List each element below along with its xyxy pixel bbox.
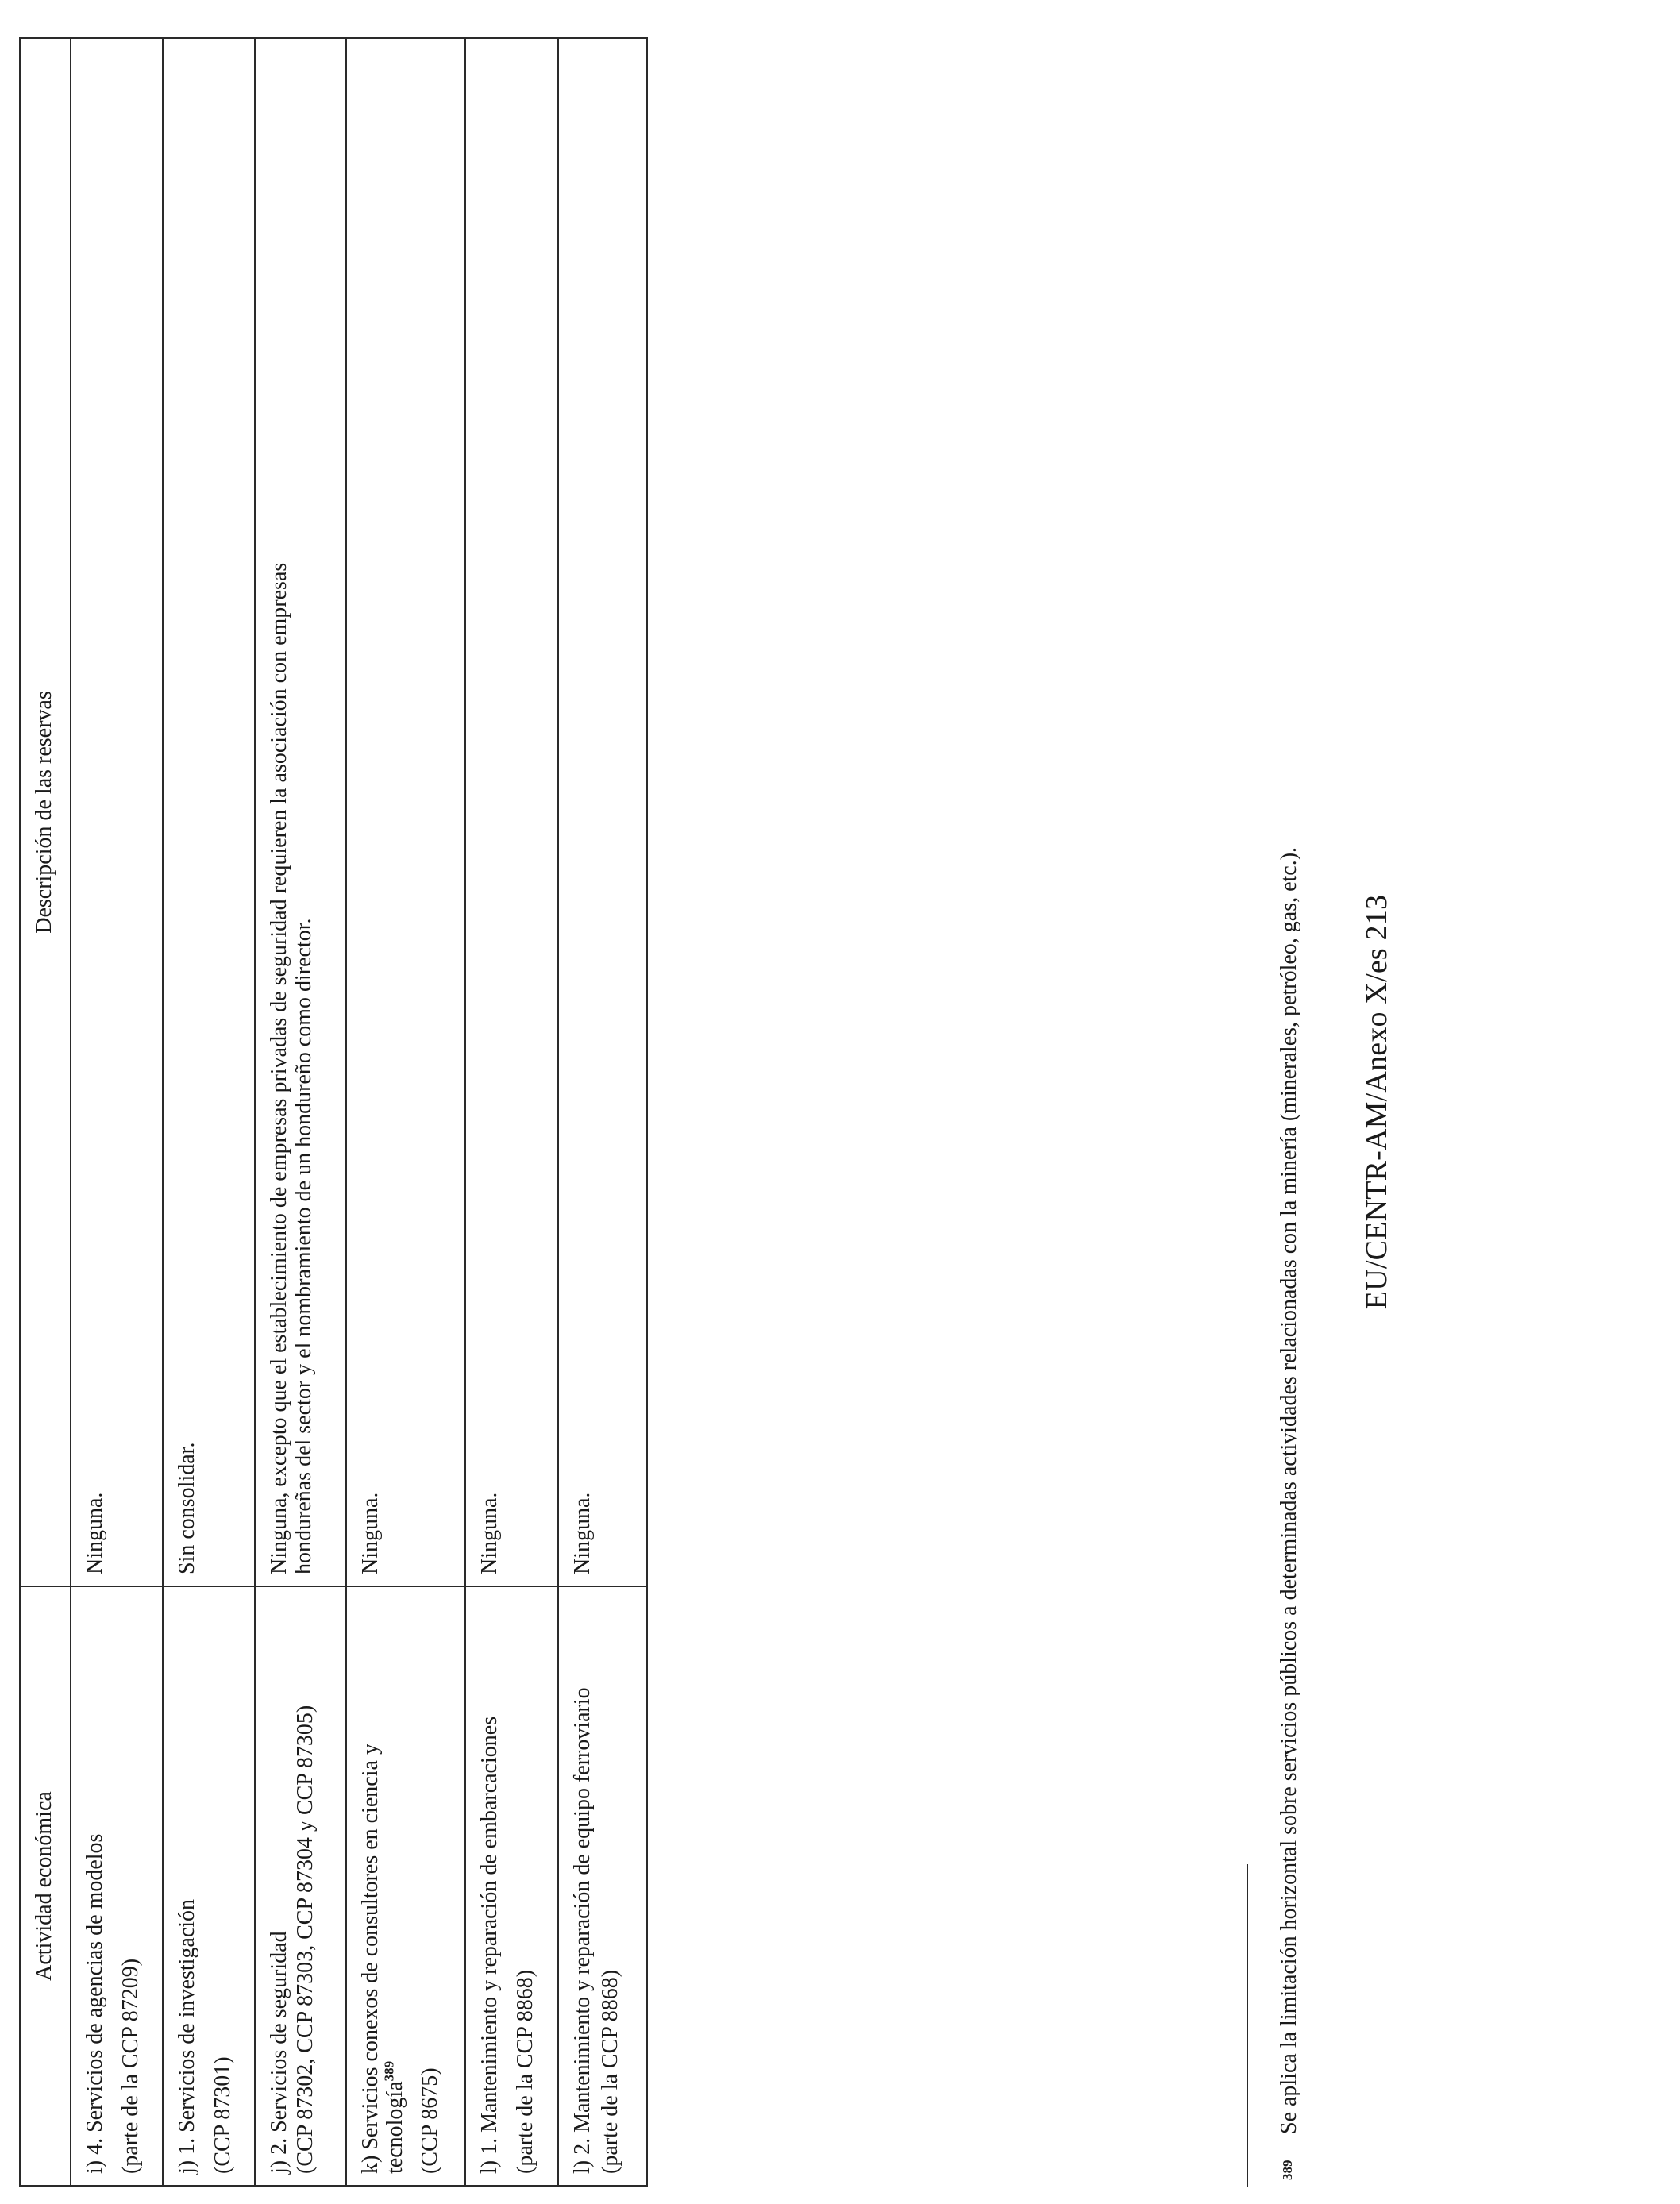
- activity-title: l) 2. Mantenimiento y reparación de equipo ferroviario: [570, 1687, 595, 2174]
- activity-title: i) 4. Servicios de agencias de modelos: [83, 1833, 107, 2174]
- table-row: [346, 38, 465, 2186]
- activity-code: (parte de la CCP 8868): [513, 1969, 538, 2174]
- activity-code: (CCP 87301): [210, 2056, 236, 2174]
- table-row: [558, 38, 647, 2186]
- table-row: [255, 38, 346, 2186]
- reservation-text: Sin consolidar.: [175, 1442, 199, 1574]
- activity-cell: [346, 1586, 465, 2186]
- page-footer: EU/CENTR-AM/Anexo X/es 213: [1360, 894, 1393, 1310]
- activity-code: (parte de la CCP 87209): [118, 1958, 144, 2174]
- activity-code: (CCP 87302, CCP 87303, CCP 87304 y CCP 87305): [293, 1705, 318, 2174]
- activity-title: l) 1. Mantenimiento y reparación de embarcaciones: [477, 1716, 502, 2174]
- header-actividad-economica: Actividad económica: [20, 1586, 71, 2186]
- table-row: [465, 38, 558, 2186]
- reservation-cell: [465, 38, 558, 1586]
- footnote: [1277, 116, 1302, 2180]
- activity-code: (CCP 8675): [417, 2067, 442, 2174]
- activity-cell: [163, 1586, 255, 2186]
- footnote-reference[interactable]: 389: [382, 2060, 398, 2082]
- activity-title: k) Servicios conexos de consultores en ciencia y: [358, 1744, 383, 2174]
- footnote-number: 389: [1280, 2160, 1295, 2180]
- reservation-text: Ninguna.: [477, 1492, 502, 1574]
- header-descripcion-reservas: Descripción de las reservas: [20, 38, 71, 1586]
- reservation-cell: [163, 38, 255, 1586]
- activity-cell: [558, 1586, 647, 2186]
- footnote-separator: [1247, 1864, 1248, 2187]
- reservation-cell: [346, 38, 465, 1586]
- reservations-table: [19, 37, 648, 2187]
- reservation-text-line-2: hondureñas del sector y el nombramiento de un hondureño como director.: [291, 918, 317, 1574]
- table-row: [163, 38, 255, 2186]
- activity-title-word: tecnología: [383, 2081, 408, 2174]
- activity-cell: [255, 1586, 346, 2186]
- table-header-row: [20, 38, 71, 2186]
- reservation-text-line-1: Ninguna, excepto que el establecimiento de empresas privadas de seguridad requieren la asociación con empresas: [267, 562, 291, 1574]
- activity-title: j) 2. Servicios de seguridad: [267, 1931, 291, 2174]
- table-row: [71, 38, 163, 2186]
- activity-title-cont: [383, 1598, 407, 2174]
- footnote-text: Se aplica la limitación horizontal sobre servicios públicos a determinadas actividades relacionadas con la minería (minerales, petróleo, gas, etc.).: [1277, 846, 1301, 2134]
- reservation-text: Ninguna.: [83, 1492, 107, 1574]
- activity-title: j) 1. Servicios de investigación: [175, 1898, 199, 2174]
- activity-cell: [465, 1586, 558, 2186]
- activity-cell: [71, 1586, 163, 2186]
- reservation-cell: [255, 38, 346, 1586]
- reservation-cell: [71, 38, 163, 1586]
- reservation-text: Ninguna.: [570, 1492, 595, 1574]
- reservation-text: Ninguna.: [358, 1492, 383, 1574]
- reservation-cell: [558, 38, 647, 1586]
- activity-code: (parte de la CCP 8868): [598, 1969, 623, 2174]
